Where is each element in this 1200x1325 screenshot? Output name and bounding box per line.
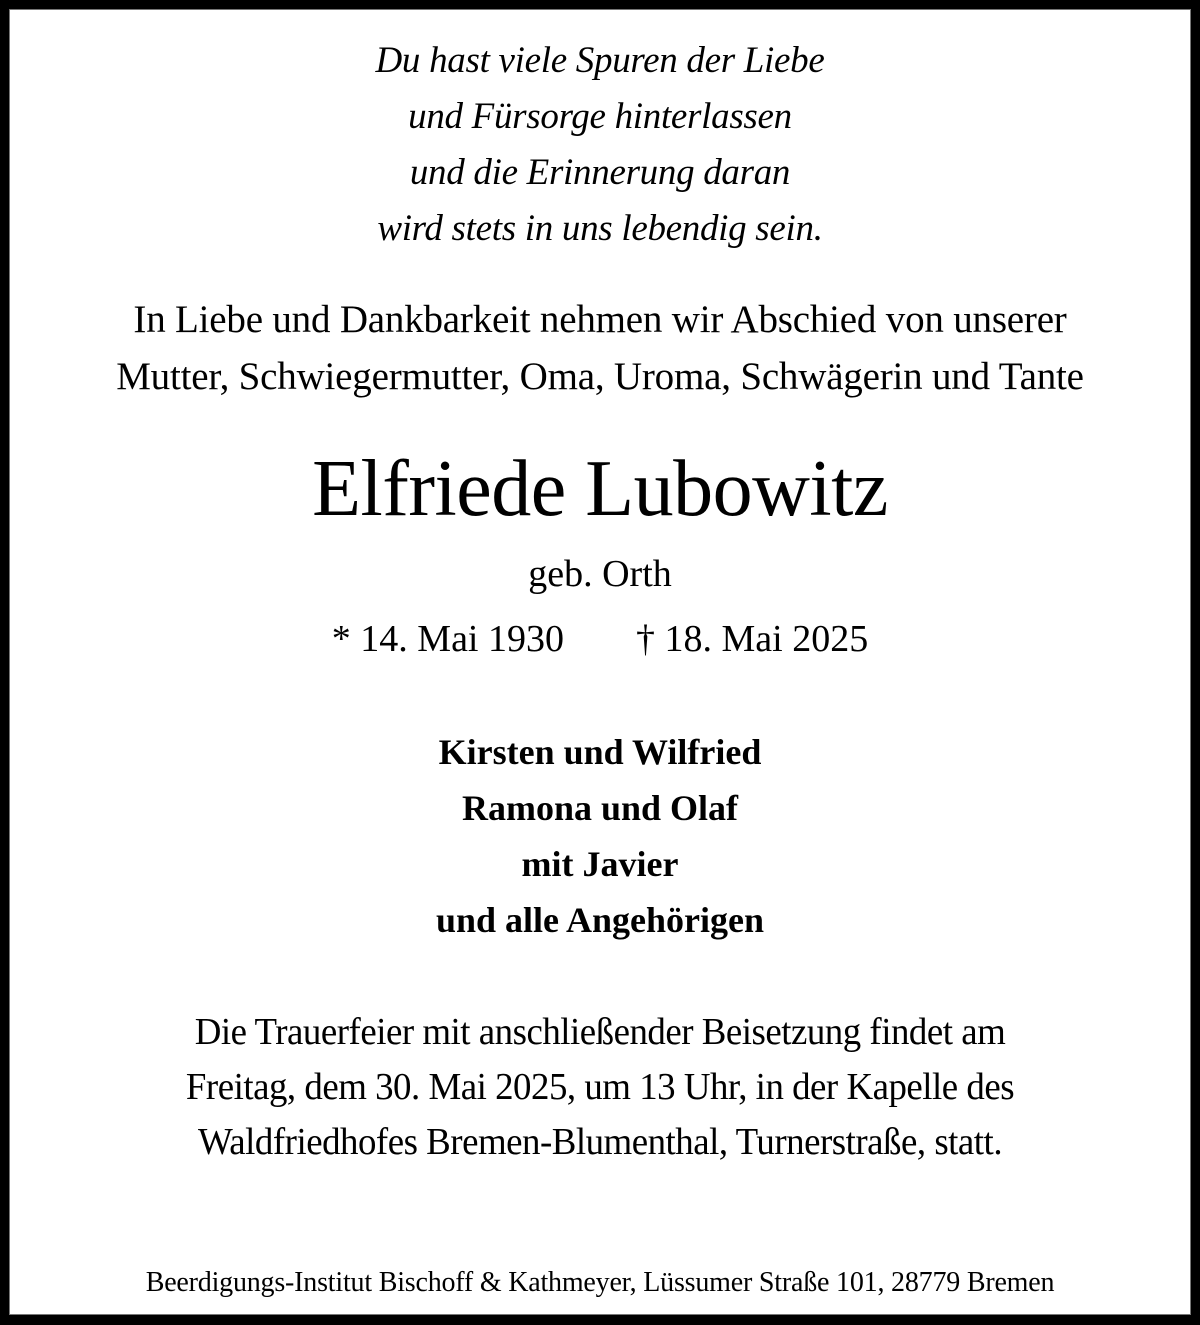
service-line: Freitag, dem 30. Mai 2025, um 13 Uhr, in der Kapelle des <box>185 1066 1015 1108</box>
intro-line: Mutter, Schwiegermutter, Oma, Uroma, Schwägerin und Tante <box>116 355 1084 398</box>
life-dates <box>10 620 1190 658</box>
deceased-name: Elfriede Lubowitz <box>312 445 888 533</box>
verse-line: Du hast viele Spuren der Liebe <box>375 40 825 81</box>
verse-line: wird stets in uns lebendig sein. <box>377 208 823 249</box>
mourner-line: Ramona und Olaf <box>461 788 739 828</box>
birth-date: * 14. Mai 1930 <box>331 618 564 660</box>
obituary-notice <box>9 9 1191 1315</box>
maiden-name: geb. Orth <box>528 553 672 595</box>
verse-line: und die Erinnerung daran <box>409 152 791 193</box>
intro-line: In Liebe und Dankbarkeit nehmen wir Abschied von unserer <box>133 298 1067 341</box>
mourner-line: mit Javier <box>521 844 679 884</box>
death-date: † 18. Mai 2025 <box>636 618 869 660</box>
mourner-line: Kirsten und Wilfried <box>438 732 762 772</box>
service-line: Die Trauerfeier mit anschließender Beisetzung findet am <box>194 1011 1006 1053</box>
verse-line: und Fürsorge hinterlassen <box>408 96 792 137</box>
service-line: Waldfriedhofes Bremen-Blumenthal, Turnerstraße, statt. <box>197 1121 1003 1163</box>
mourner-line: und alle Angehörigen <box>435 900 765 940</box>
funeral-home-footer: Beerdigungs-Institut Bischoff & Kathmeyer, Lüssumer Straße 101, 28779 Bremen <box>145 1267 1055 1298</box>
